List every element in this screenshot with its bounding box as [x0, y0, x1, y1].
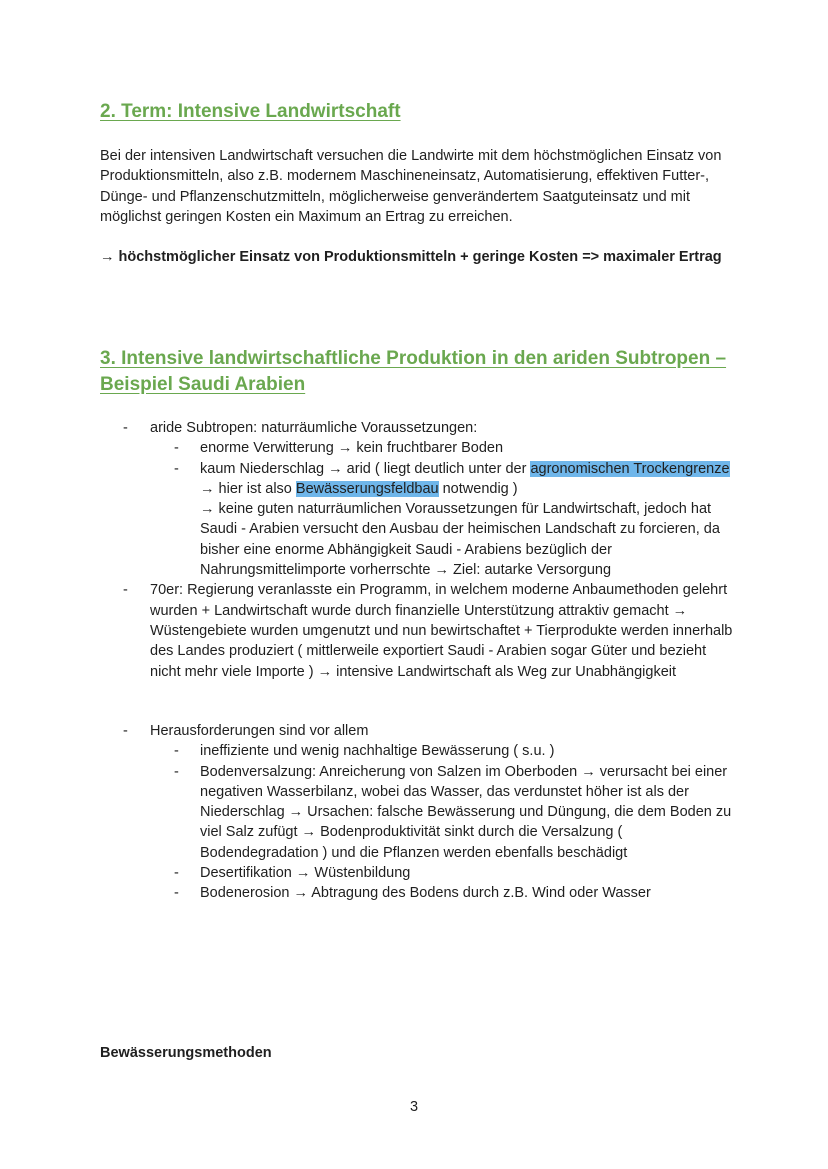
bullet-dash: - [174, 865, 179, 882]
sub-item-text: kaum Niederschlag → arid ( liegt deutlich unter der [200, 460, 531, 477]
sub-list-item [100, 459, 740, 500]
sub-list-item [100, 863, 740, 883]
bullet-dash: - [123, 723, 128, 739]
sub-list-item [100, 762, 740, 863]
sub-item-text: notwendig ) [438, 480, 518, 497]
bullet-dash: - [174, 460, 179, 477]
list-item-text: aride Subtropen: naturräumliche Voraussetzungen: [150, 420, 478, 436]
bullet-list-challenges [100, 721, 740, 904]
bullet-dash: - [174, 440, 179, 457]
bullet-dash: - [123, 420, 128, 436]
sub-item-text: ineffiziente und wenig nachhaltige Bewässerung ( s.u. ) [200, 743, 555, 760]
list-item [100, 580, 740, 681]
sub-item-text: enorme Verwitterung → kein fruchtbarer Boden [200, 440, 504, 457]
list-item [100, 721, 740, 741]
next-section-heading: Bewässerungsmethoden [100, 1045, 272, 1061]
bullet-dash: - [174, 885, 179, 902]
sub-list-item [100, 741, 740, 761]
section-2-heading: 2. Term: Intensive Landwirtschaft [100, 101, 401, 122]
sub-item-text: → hier ist also [200, 480, 296, 497]
highlighted-term: Bewässerungsfeldbau [295, 480, 439, 497]
sub-item-text: Bodenerosion → Abtragung des Bodens durch z.B. Wind oder Wasser [200, 885, 651, 902]
section-3-heading: 3. Intensive landwirtschaftliche Produktion in den ariden Subtropen – Beispiel Saudi Arabien [100, 348, 727, 395]
sub-list-item [100, 883, 740, 903]
section-2-paragraph: Bei der intensiven Landwirtschaft versuchen die Landwirte mit dem höchstmöglichen Einsatz von Produktionsmitteln, also z.B. modernem Maschineneinsatz, Automatisierung, effektiven Futter-, Dünge- und Pflanzenschutzmitteln, möglicherweise genverändertem Saatguteinsatz und mit möglichst geringen Kosten ein Maximum an Ertrag zu erreichen. [100, 148, 722, 225]
sub-item-text: Bodenversalzung: Anreicherung von Salzen im Oberboden → verursacht bei einer negativen Wasserbilanz, wobei das Wasser, das verdunstet höher ist als der Niederschlag → Ursachen: falsche Bewässerung und Düngung, die dem Boden zu viel Salz zufügt → Bodenproduktivität sinkt durch die Versalzung ( Bodendegradation ) und die Pflanzen werden ebenfalls beschädigt [200, 763, 732, 861]
list-item-text: Herausforderungen sind vor allem [150, 723, 369, 739]
list-item [100, 418, 740, 438]
bullet-list-conditions [100, 418, 740, 682]
highlighted-term: agronomischen Trockengrenze [530, 460, 730, 477]
sub-item-text: Desertifikation → Wüstenbildung [200, 865, 411, 882]
bullet-dash: - [174, 763, 179, 780]
section-2-summary: → höchstmöglicher Einsatz von Produktionsmitteln + geringe Kosten => maximaler Ertrag [100, 249, 722, 265]
list-item-text: 70er: Regierung veranlasste ein Programm, in welchem moderne Anbaumethoden gelehrt wurden + Landwirtschaft wurde durch finanzielle Unterstützung attraktiv gemacht → Wüstengebiete wurden umgenutzt und nun bewirtschaftet + Tierprodukte werden innerhalb des Landes produziert ( mittlerweile exportiert Saudi - Arabien sogar Güter und bezieht nicht mehr viele Importe ) → intensive Landwirtschaft als Weg zur Unabhängigkeit [150, 582, 733, 680]
sub-list-item [100, 438, 740, 458]
bullet-dash: - [174, 743, 179, 760]
bullet-dash: - [123, 582, 128, 599]
sub-item-continuation: → keine guten naturräumlichen Voraussetzungen für Landwirtschaft, jedoch hat Saudi - Arabien versucht den Ausbau der heimischen Landschaft zu forcieren, da bisher eine enorme Abhängigkeit Saudi - Arabiens bezüglich der Nahrungsmittelimporte vorherrschte → Ziel: autarke Versorgung [200, 501, 720, 579]
page-number: 3 [409, 1099, 419, 1115]
